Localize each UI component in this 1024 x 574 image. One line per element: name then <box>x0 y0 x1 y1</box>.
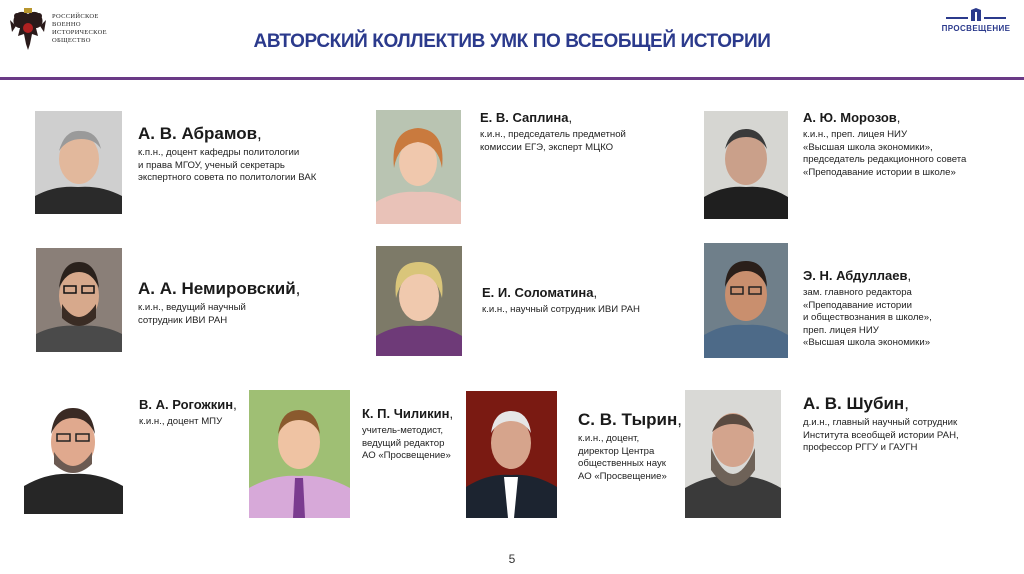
author-name: Э. Н. Абдуллаев, <box>803 268 912 283</box>
author-card-chilikin <box>362 406 453 463</box>
author-photo-morozov <box>704 111 788 219</box>
author-description: к.и.н., доцент МПУ <box>139 416 223 427</box>
author-description: д.и.н., главный научный сотрудник Института всеобщей истории РАН, профессор РГГУ и ГАУГН <box>803 417 959 454</box>
author-card-tyrin <box>578 410 682 483</box>
author-card-nemirovsky <box>138 279 300 327</box>
author-card-saplina <box>480 110 626 154</box>
rvio-text: РОССИЙСКОЕ ВОЕННО ИСТОРИЧЕСКОЕ ОБЩЕСТВО <box>52 13 107 44</box>
author-card-morozov <box>803 110 966 179</box>
author-name: А. В. Абрамов, <box>138 124 262 143</box>
author-card-solomatina <box>482 285 640 317</box>
author-name: А. Ю. Морозов, <box>803 110 901 125</box>
author-photo-saplina <box>376 110 461 224</box>
publisher-name: ПРОСВЕЩЕНИЕ <box>941 24 1011 33</box>
author-name: А. В. Шубин, <box>803 394 909 413</box>
author-photo-rogozhkin <box>24 390 123 514</box>
author-photo-shubin <box>685 390 781 518</box>
author-name: В. А. Рогожкин, <box>139 397 237 412</box>
author-card-abramov <box>138 124 316 185</box>
author-photo-nemirovsky <box>36 248 122 352</box>
prosveshchenie-logo <box>938 8 1014 33</box>
author-name: С. В. Тырин, <box>578 410 682 429</box>
author-description: к.п.н., доцент кафедры политологии и права МГОУ, ученый секретарь экспертного совета по политологии ВАК <box>138 147 317 184</box>
prosveshchenie-mark-icon <box>946 8 1006 22</box>
author-description: к.и.н., председатель предметной комиссии ЕГЭ, эксперт МЦКО <box>480 129 626 153</box>
slide-header <box>0 0 1024 80</box>
author-photo-chilikin <box>249 390 350 518</box>
author-photo-abramov <box>35 111 122 214</box>
page-title: АВТОРСКИЙ КОЛЛЕКТИВ УМК ПО ВСЕОБЩЕЙ ИСТОРИИ <box>253 31 771 52</box>
author-card-shubin <box>803 394 959 455</box>
author-description: к.и.н., ведущий научный сотрудник ИВИ РАН <box>138 302 246 326</box>
author-description: к.и.н., преп. лицея НИУ «Высшая школа экономики», председатель редакционного совета «Преподавание истории в школе» <box>803 129 967 178</box>
author-photo-solomatina <box>376 246 462 356</box>
author-photo-tyrin <box>466 391 557 518</box>
author-name: Е. В. Саплина, <box>480 110 573 125</box>
author-description: к.и.н., научный сотрудник ИВИ РАН <box>482 304 640 315</box>
author-card-rogozhkin <box>139 397 237 429</box>
author-description: зам. главного редактора «Преподавание истории и обществознания в школе», преп. лицея НИУ «Высшая школа экономики» <box>803 287 932 349</box>
author-name: К. П. Чиликин, <box>362 406 454 421</box>
author-description: учитель-методист, ведущий редактор АО «Просвещение» <box>362 425 451 462</box>
author-name: А. А. Немировский, <box>138 279 301 298</box>
author-card-abdullaev <box>803 268 932 350</box>
author-description: к.и.н., доцент, директор Центра общественных наук АО «Просвещение» <box>578 433 667 482</box>
header-divider <box>0 77 1024 80</box>
page-number: 5 <box>508 552 516 566</box>
author-photo-abdullaev <box>704 243 788 358</box>
author-name: Е. И. Соломатина, <box>482 285 598 300</box>
